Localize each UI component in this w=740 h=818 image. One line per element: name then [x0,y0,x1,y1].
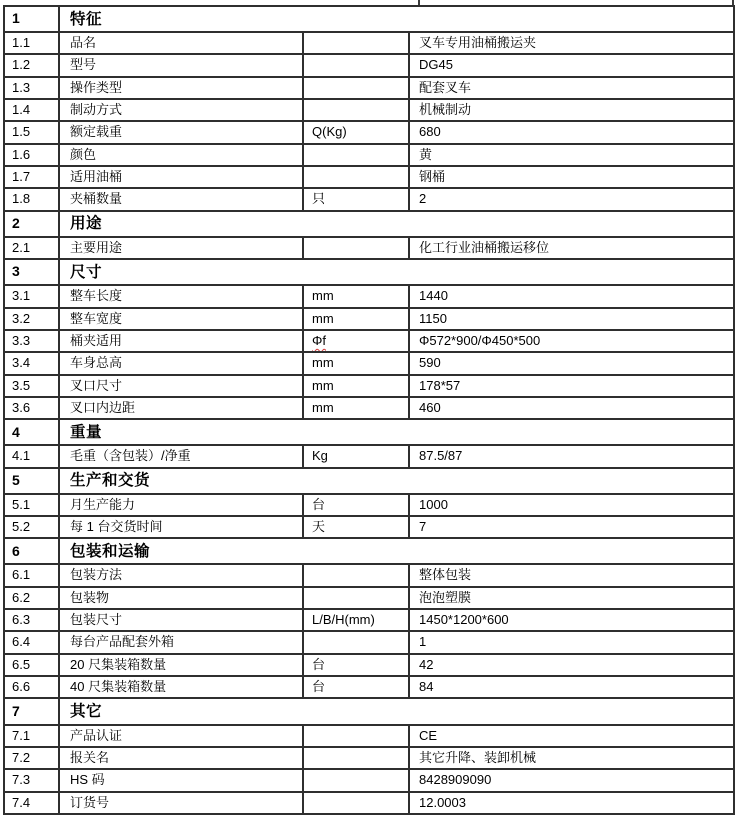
section-header-row [4,698,734,724]
row-number-cell: 1.4 [4,99,59,121]
value-cell: 泡泡塑膜 [409,587,734,609]
section-title-cell: 重量 [59,419,734,445]
section-header-row [4,259,734,285]
section-number-cell: 5 [4,468,59,494]
row-number-cell: 7.2 [4,747,59,769]
unit-cell: Q(Kg) [303,121,409,143]
row-number-cell: 4.1 [4,445,59,467]
unit-cell: mm [303,352,409,374]
section-number-cell: 4 [4,419,59,445]
value-cell: 2 [409,188,734,210]
unit-cell: 台 [303,654,409,676]
unit-cell [303,792,409,814]
spec-row [4,237,734,259]
unit-cell: 天 [303,516,409,538]
unit-cell: 台 [303,676,409,698]
unit-cell [303,77,409,99]
row-number-cell: 3.6 [4,397,59,419]
section-header-row [4,6,734,32]
section-header-row [4,468,734,494]
value-cell: CE [409,725,734,747]
unit-cell [303,725,409,747]
row-number-cell: 7.4 [4,792,59,814]
unit-cell: Kg [303,445,409,467]
spec-row [4,121,734,143]
spec-label-cell: 制动方式 [59,99,303,121]
row-number-cell: 6.3 [4,609,59,631]
section-title-cell: 特征 [59,6,734,32]
row-number-cell: 6.1 [4,564,59,586]
value-cell: 680 [409,121,734,143]
spec-label-cell: 整车长度 [59,285,303,307]
spec-label-cell: 每台产品配套外箱 [59,631,303,653]
row-number-cell: 6.6 [4,676,59,698]
section-title-cell: 包装和运输 [59,538,734,564]
unit-cell [303,32,409,54]
value-cell: 1 [409,631,734,653]
section-title-cell: 用途 [59,211,734,237]
spec-label-cell: 桶夹适用 [59,330,303,352]
value-cell: 7 [409,516,734,538]
section-number-cell: 2 [4,211,59,237]
spec-row [4,188,734,210]
unit-cell [303,166,409,188]
unit-cell [303,587,409,609]
value-cell: 178*57 [409,375,734,397]
spec-row [4,609,734,631]
unit-cell [303,631,409,653]
spec-label-cell: 包装方法 [59,564,303,586]
value-cell: 84 [409,676,734,698]
section-title-cell: 尺寸 [59,259,734,285]
spec-label-cell: HS 码 [59,769,303,791]
spec-label-cell: 额定载重 [59,121,303,143]
spec-row [4,99,734,121]
unit-cell [303,144,409,166]
spec-row [4,308,734,330]
spec-label-cell: 产品认证 [59,725,303,747]
spec-label-cell: 颜色 [59,144,303,166]
value-cell: 12.0003 [409,792,734,814]
section-header-row [4,419,734,445]
spec-table [3,5,735,815]
row-number-cell: 7.1 [4,725,59,747]
spec-row [4,676,734,698]
value-cell: 1150 [409,308,734,330]
unit-cell [303,99,409,121]
spec-label-cell: 整车宽度 [59,308,303,330]
unit-cell [303,54,409,76]
unit-cell: mm [303,308,409,330]
spec-row [4,792,734,814]
spec-label-cell: 报关名 [59,747,303,769]
spec-label-cell: 主要用途 [59,237,303,259]
section-number-cell: 6 [4,538,59,564]
row-number-cell: 3.2 [4,308,59,330]
spec-row [4,375,734,397]
spec-row [4,747,734,769]
spec-row [4,77,734,99]
section-number-cell: 7 [4,698,59,724]
value-cell: 590 [409,352,734,374]
section-title-cell: 生产和交货 [59,468,734,494]
row-number-cell: 5.2 [4,516,59,538]
spec-row [4,725,734,747]
unit-cell [303,769,409,791]
value-cell: 化工行业油桶搬运移位 [409,237,734,259]
section-header-row [4,211,734,237]
row-number-cell: 1.3 [4,77,59,99]
unit-cell: mm [303,397,409,419]
unit-cell [303,747,409,769]
unit-cell: 台 [303,494,409,516]
spec-label-cell: 包装物 [59,587,303,609]
unit-cell [303,330,409,352]
spec-label-cell: 20 尺集装箱数量 [59,654,303,676]
row-number-cell: 2.1 [4,237,59,259]
spec-row [4,330,734,352]
spec-label-cell: 夹桶数量 [59,188,303,210]
row-number-cell: 1.8 [4,188,59,210]
section-number-cell: 3 [4,259,59,285]
spec-row [4,587,734,609]
value-cell: 1000 [409,494,734,516]
unit-cell: 只 [303,188,409,210]
spec-row [4,769,734,791]
value-cell: 整体包装 [409,564,734,586]
spec-label-cell: 车身总高 [59,352,303,374]
row-number-cell: 1.6 [4,144,59,166]
row-number-cell: 6.4 [4,631,59,653]
value-cell: 黄 [409,144,734,166]
spec-label-cell: 叉口内边距 [59,397,303,419]
spec-label-cell: 每 1 台交货时间 [59,516,303,538]
spec-row [4,494,734,516]
value-cell: 8428909090 [409,769,734,791]
row-number-cell: 3.3 [4,330,59,352]
value-cell: 其它升降、装卸机械 [409,747,734,769]
row-number-cell: 1.7 [4,166,59,188]
value-cell: Φ572*900/Φ450*500 [409,330,734,352]
spec-label-cell: 毛重（含包装）/净重 [59,445,303,467]
value-cell: 1450*1200*600 [409,609,734,631]
value-cell: 钢桶 [409,166,734,188]
spec-label-cell: 型号 [59,54,303,76]
row-number-cell: 6.2 [4,587,59,609]
value-cell: 1440 [409,285,734,307]
spec-row [4,166,734,188]
row-number-cell: 5.1 [4,494,59,516]
spec-label-cell: 叉口尺寸 [59,375,303,397]
spec-row [4,516,734,538]
spec-row [4,631,734,653]
spec-row [4,352,734,374]
row-number-cell: 3.5 [4,375,59,397]
spec-row [4,32,734,54]
spec-row [4,564,734,586]
spec-row [4,397,734,419]
row-number-cell: 3.4 [4,352,59,374]
section-header-row [4,538,734,564]
value-cell: 460 [409,397,734,419]
unit-cell: mm [303,375,409,397]
spec-label-cell: 订货号 [59,792,303,814]
row-number-cell: 1.2 [4,54,59,76]
unit-cell [303,564,409,586]
spec-row [4,285,734,307]
spec-row [4,654,734,676]
row-number-cell: 3.1 [4,285,59,307]
value-cell: 配套叉车 [409,77,734,99]
unit-cell: L/B/H(mm) [303,609,409,631]
row-number-cell: 1.1 [4,32,59,54]
value-cell: 叉车专用油桶搬运夹 [409,32,734,54]
section-title-cell: 其它 [59,698,734,724]
unit-text-spellcheck-underline: Φf [312,332,326,348]
section-number-cell: 1 [4,6,59,32]
spec-label-cell: 40 尺集装箱数量 [59,676,303,698]
spec-row [4,144,734,166]
spec-row [4,445,734,467]
spec-label-cell: 包装尺寸 [59,609,303,631]
spec-label-cell: 适用油桶 [59,166,303,188]
spec-label-cell: 品名 [59,32,303,54]
value-cell: DG45 [409,54,734,76]
unit-cell: mm [303,285,409,307]
spec-row [4,54,734,76]
value-cell: 机械制动 [409,99,734,121]
value-cell: 42 [409,654,734,676]
row-number-cell: 1.5 [4,121,59,143]
row-number-cell: 6.5 [4,654,59,676]
spec-label-cell: 操作类型 [59,77,303,99]
row-number-cell: 7.3 [4,769,59,791]
unit-cell [303,237,409,259]
spec-label-cell: 月生产能力 [59,494,303,516]
value-cell: 87.5/87 [409,445,734,467]
